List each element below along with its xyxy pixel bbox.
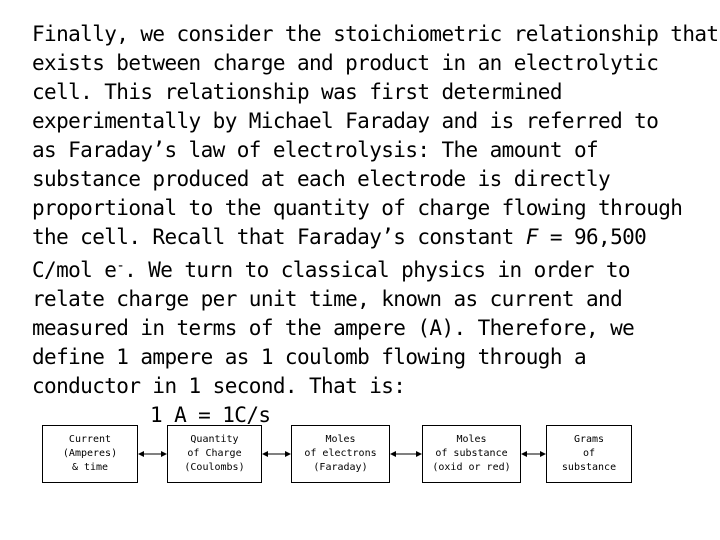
box-line: Grams bbox=[573, 434, 605, 445]
text-line: relate charge per unit time, known as current and bbox=[32, 287, 623, 311]
ampere-formula: 1 A = 1C/s bbox=[150, 403, 271, 427]
box-line: (Faraday) bbox=[313, 462, 368, 473]
text-line: define 1 ampere as 1 coulomb flowing through a bbox=[32, 345, 586, 369]
conversion-flow-diagram bbox=[0, 425, 720, 495]
box-line: of bbox=[582, 448, 596, 459]
text-line: cell. This relationship was first determined bbox=[32, 80, 562, 104]
text-line: proportional to the quantity of charge flowing through bbox=[32, 196, 683, 220]
box-line: of substance bbox=[435, 448, 508, 459]
text-line: substance produced at each electrode is directly bbox=[32, 167, 611, 191]
double-arrow-icon bbox=[138, 449, 167, 459]
double-arrow-icon bbox=[390, 449, 422, 459]
box-line: Current bbox=[68, 434, 112, 445]
box-line: of electrons bbox=[304, 448, 377, 459]
box-line: Moles bbox=[325, 434, 356, 445]
body-paragraph bbox=[32, 20, 719, 430]
text-line: as Faraday’s law of electrolysis: The amount of bbox=[32, 138, 599, 162]
text-line: Finally, we consider the stoichiometric relationship that bbox=[32, 22, 719, 46]
box-line: Quantity bbox=[190, 434, 239, 445]
unit-text: C/mol e bbox=[32, 258, 117, 282]
box-line: (Coulombs) bbox=[184, 462, 245, 473]
text-line: conductor in 1 second. That is: bbox=[32, 374, 406, 398]
faraday-symbol: F bbox=[525, 225, 538, 249]
flow-box-moles-substance bbox=[422, 425, 521, 483]
box-line: Moles bbox=[456, 434, 487, 445]
faraday-value: = 96,500 bbox=[537, 225, 647, 249]
unit-superscript: - bbox=[116, 258, 125, 274]
flow-box-grams bbox=[546, 425, 632, 483]
box-line: (Amperes) bbox=[62, 448, 118, 459]
box-line: (oxid or red) bbox=[432, 462, 511, 473]
text-fragment: the cell. Recall that Faraday’s constant bbox=[32, 225, 526, 249]
text-fragment: . We turn to classical physics in order to bbox=[124, 258, 630, 282]
flow-box-charge bbox=[167, 425, 262, 483]
flow-box-current bbox=[42, 425, 138, 483]
box-line: substance bbox=[561, 462, 617, 473]
double-arrow-icon bbox=[521, 449, 546, 459]
double-arrow-icon bbox=[262, 449, 291, 459]
text-line-faraday-constant bbox=[32, 223, 702, 252]
box-line: & time bbox=[71, 462, 109, 473]
text-line-unit bbox=[32, 252, 702, 285]
text-line: measured in terms of the ampere (A). Therefore, we bbox=[32, 316, 635, 340]
text-line: exists between charge and product in an electrolytic bbox=[32, 51, 659, 75]
box-line: of Charge bbox=[187, 448, 242, 459]
flow-box-moles-electrons bbox=[291, 425, 390, 483]
text-line: experimentally by Michael Faraday and is referred to bbox=[32, 109, 659, 133]
